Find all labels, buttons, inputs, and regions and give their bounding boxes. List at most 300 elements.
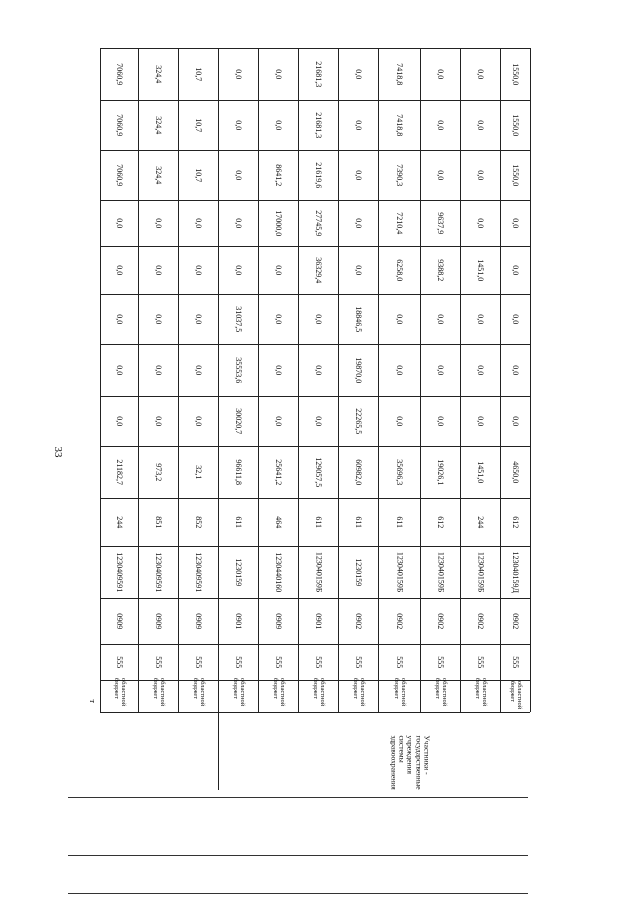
col-2020-value: 0,0 — [476, 313, 486, 324]
col-2021-value: 0,0 — [511, 264, 521, 275]
col-ministry-value: 555 — [314, 655, 324, 668]
col-ministry-value: 555 — [274, 655, 284, 668]
col-2024-cell — [100, 100, 138, 150]
col-2021-value: 9388,2 — [436, 258, 446, 281]
col-section-value: 0902 — [511, 612, 521, 629]
col-ministry-cell — [460, 644, 500, 680]
col-budget-level-value: областной бюджет — [393, 678, 407, 707]
col-2019-value: 0,0 — [194, 364, 204, 375]
col-total-cell — [178, 446, 218, 498]
col-2020-cell — [298, 294, 338, 344]
col-2021-value: 0,0 — [115, 264, 125, 275]
col-2023-value: 0,0 — [476, 169, 486, 180]
col-2018-cell — [298, 396, 338, 446]
col-budget-level-value: областной бюджет — [312, 678, 326, 707]
col-target-article-cell — [218, 546, 258, 598]
col-ministry-cell — [138, 644, 178, 680]
col-2018-cell — [218, 396, 258, 446]
col-budget-level-value: областной бюджет — [509, 681, 523, 710]
col-2018-value: 30020,7 — [234, 407, 244, 434]
col-target-article-cell — [420, 546, 460, 598]
col-2018-cell — [420, 396, 460, 446]
col-2023-cell — [460, 150, 500, 200]
col-expense-type-cell — [100, 498, 138, 546]
col-total-value: 1451,0 — [476, 460, 486, 483]
col-2018-value: 0,0 — [436, 415, 446, 426]
col-2019-value: 0,0 — [476, 364, 486, 375]
col-section-value: 0909 — [115, 612, 125, 629]
col-target-article-value: 1230159 — [234, 557, 244, 586]
col-2024-value: 10,7 — [194, 117, 204, 132]
col-2019-value: 0,0 — [314, 364, 324, 375]
col-target-article-cell — [258, 546, 298, 598]
col-2018-value: 0,0 — [395, 415, 405, 426]
col-budget-level-value: областной бюджет — [352, 678, 366, 707]
col-total-cell — [420, 446, 460, 498]
col-2024-value: 0,0 — [234, 119, 244, 130]
col-ministry-value: 555 — [154, 655, 164, 668]
col-2024-cell — [178, 100, 218, 150]
col-total-cell — [338, 446, 378, 498]
col-2019-cell — [178, 344, 218, 396]
col-2022-value: 0,0 — [354, 217, 364, 228]
divider-line — [68, 797, 528, 798]
col-2022-cell — [338, 200, 378, 246]
col-target-article-value: 123040159Б — [436, 551, 446, 593]
col-expense-type-value: 244 — [115, 515, 125, 528]
col-target-article-cell — [298, 546, 338, 598]
col-expense-type-value: 611 — [314, 516, 324, 528]
col-2023-value: 10,7 — [194, 167, 204, 182]
col-2021-cell — [420, 246, 460, 294]
col-total-cell — [100, 446, 138, 498]
col-2025-value: 21681,3 — [314, 60, 324, 87]
col-budget-level-cell — [258, 680, 298, 712]
col-2020-cell — [178, 294, 218, 344]
col-2018-value: 0,0 — [274, 415, 284, 426]
header-level-text: т — [88, 699, 98, 703]
col-2019-value: 0,0 — [274, 364, 284, 375]
col-2025-cell — [100, 48, 138, 100]
col-2020-cell — [258, 294, 298, 344]
col-section-cell — [218, 598, 258, 644]
col-2023-cell — [338, 150, 378, 200]
col-2022-cell — [420, 200, 460, 246]
col-2019-value: 0,0 — [115, 364, 125, 375]
divider-line — [68, 855, 528, 856]
col-2023-value: 0,0 — [436, 169, 446, 180]
col-ministry-value: 555 — [476, 655, 486, 668]
col-2025-cell — [500, 48, 530, 100]
col-target-article-value: 123040159Д — [511, 551, 521, 593]
col-expense-type-value: 611 — [354, 516, 364, 528]
col-total-value: 60982,0 — [354, 458, 364, 485]
col-2019-cell — [460, 344, 500, 396]
col-target-article-cell — [338, 546, 378, 598]
col-budget-level-cell — [420, 680, 460, 712]
col-expense-type-cell — [178, 498, 218, 546]
col-budget-level-cell — [100, 680, 138, 712]
col-section-cell — [338, 598, 378, 644]
col-2023-cell — [100, 150, 138, 200]
col-2023-value: 1550,0 — [511, 163, 521, 186]
col-ministry-value: 555 — [354, 655, 364, 668]
col-2022-value: 0,0 — [154, 217, 164, 228]
col-2022-cell — [218, 200, 258, 246]
col-2025-cell — [178, 48, 218, 100]
col-total-cell — [460, 446, 500, 498]
col-2019-cell — [138, 344, 178, 396]
col-2021-cell — [460, 246, 500, 294]
col-budget-level-value: областной бюджет — [474, 678, 488, 707]
col-target-article-value: 1230409591 — [154, 551, 164, 592]
col-2024-cell — [420, 100, 460, 150]
col-2025-value: 10,7 — [194, 66, 204, 81]
col-expense-type-cell — [258, 498, 298, 546]
col-2020-cell — [420, 294, 460, 344]
col-2020-cell — [218, 294, 258, 344]
col-2024-value: 324,4 — [154, 115, 164, 134]
col-2023-value: 21619,6 — [314, 161, 324, 188]
col-2021-cell — [218, 246, 258, 294]
col-budget-level-cell — [500, 680, 530, 712]
col-total-value: 35696,3 — [395, 458, 405, 485]
col-2022-value: 7210,4 — [395, 211, 405, 234]
col-budget-level-cell — [338, 680, 378, 712]
col-2024-value: 0,0 — [436, 119, 446, 130]
col-ministry-cell — [218, 644, 258, 680]
col-2019-value: 0,0 — [511, 364, 521, 375]
col-ministry-cell — [178, 644, 218, 680]
col-total-cell — [138, 446, 178, 498]
col-2021-value: 1451,0 — [476, 258, 486, 281]
col-ministry-cell — [500, 644, 530, 680]
col-2022-cell — [258, 200, 298, 246]
col-2019-value: 35553,6 — [234, 356, 244, 383]
col-ministry-cell — [378, 644, 420, 680]
col-total-cell — [258, 446, 298, 498]
col-2024-cell — [218, 100, 258, 150]
col-2018-value: 0,0 — [511, 415, 521, 426]
col-expense-type-value: 852 — [194, 515, 204, 528]
col-2021-value: 0,0 — [194, 264, 204, 275]
col-ministry-cell — [338, 644, 378, 680]
col-2021-value: 0,0 — [234, 264, 244, 275]
col-2025-cell — [138, 48, 178, 100]
col-2021-cell — [378, 246, 420, 294]
col-target-article-value: 123040159Б — [395, 551, 405, 593]
col-budget-level-value: областной бюджет — [434, 678, 448, 707]
col-ministry-cell — [258, 644, 298, 680]
col-section-cell — [460, 598, 500, 644]
col-2020-value: 18846,5 — [354, 305, 364, 332]
col-budget-level-cell — [298, 680, 338, 712]
col-2024-cell — [258, 100, 298, 150]
col-section-cell — [178, 598, 218, 644]
col-2020-value: 0,0 — [115, 313, 125, 324]
col-2020-cell — [378, 294, 420, 344]
col-2024-cell — [298, 100, 338, 150]
col-budget-level-value: областной бюджет — [113, 678, 127, 707]
col-2025-cell — [218, 48, 258, 100]
col-2021-cell — [338, 246, 378, 294]
col-2018-cell — [138, 396, 178, 446]
col-2024-cell — [500, 100, 530, 150]
col-2023-cell — [378, 150, 420, 200]
col-expense-type-value: 611 — [234, 516, 244, 528]
col-total-value: 129057,5 — [314, 456, 324, 487]
col-2021-cell — [298, 246, 338, 294]
col-2019-cell — [298, 344, 338, 396]
col-target-article-value: 1230409591 — [194, 551, 204, 592]
col-target-article-value: 1230440160 — [274, 551, 284, 592]
col-target-article-cell — [178, 546, 218, 598]
col-2019-value: 0,0 — [395, 364, 405, 375]
col-target-article-cell — [378, 546, 420, 598]
col-section-cell — [100, 598, 138, 644]
col-2025-cell — [460, 48, 500, 100]
col-target-article-cell — [460, 546, 500, 598]
col-2021-cell — [500, 246, 530, 294]
col-ministry-cell — [420, 644, 460, 680]
divider-line — [68, 893, 528, 894]
col-section-cell — [298, 598, 338, 644]
col-2018-cell — [378, 396, 420, 446]
col-2023-cell — [138, 150, 178, 200]
col-2022-cell — [100, 200, 138, 246]
col-2022-cell — [500, 200, 530, 246]
col-2025-cell — [258, 48, 298, 100]
col-2019-cell — [258, 344, 298, 396]
col-ministry-value: 555 — [511, 655, 521, 668]
col-section-value: 0901 — [314, 612, 324, 629]
col-ministry-cell — [100, 644, 138, 680]
col-budget-level-cell — [460, 680, 500, 712]
col-2024-value: 21681,3 — [314, 111, 324, 138]
col-2023-value: 0,0 — [234, 169, 244, 180]
col-2022-value: 17000,0 — [274, 209, 284, 236]
col-2022-value: 9637,9 — [436, 211, 446, 234]
col-budget-level-value: областной бюджет — [232, 678, 246, 707]
col-section-cell — [500, 598, 530, 644]
col-ministry-value: 555 — [234, 655, 244, 668]
col-2023-value: 0,0 — [354, 169, 364, 180]
col-2018-value: 0,0 — [476, 415, 486, 426]
col-2020-value: 0,0 — [314, 313, 324, 324]
col-total-value: 19026,1 — [436, 458, 446, 485]
col-expense-type-cell — [420, 498, 460, 546]
col-2023-cell — [420, 150, 460, 200]
col-budget-level-cell — [218, 680, 258, 712]
col-2025-value: 324,4 — [154, 64, 164, 83]
col-2018-cell — [100, 396, 138, 446]
col-total-value: 21182,7 — [115, 459, 125, 485]
col-ministry-value: 555 — [436, 655, 446, 668]
col-2024-value: 0,0 — [354, 119, 364, 130]
col-total-cell — [378, 446, 420, 498]
col-total-value: 32,1 — [194, 464, 204, 479]
col-budget-level-value: областной бюджет — [272, 678, 286, 707]
col-2022-value: 0,0 — [511, 217, 521, 228]
col-total-cell — [500, 446, 530, 498]
header-level-cell — [84, 690, 100, 712]
col-2022-value: 0,0 — [194, 217, 204, 228]
col-expense-type-value: 244 — [476, 515, 486, 528]
col-2020-value: 0,0 — [511, 313, 521, 324]
col-2025-value: 7060,9 — [115, 62, 125, 85]
col-2020-value: 0,0 — [154, 313, 164, 324]
col-target-article-value: 123040159Б — [314, 551, 324, 593]
col-2019-cell — [338, 344, 378, 396]
col-2025-cell — [378, 48, 420, 100]
col-section-value: 0901 — [234, 612, 244, 629]
col-2021-value: 6258,0 — [395, 258, 405, 281]
col-2020-value: 0,0 — [395, 313, 405, 324]
col-2022-value: 27745,9 — [314, 209, 324, 236]
col-ministry-value: 555 — [194, 655, 204, 668]
col-2018-value: 0,0 — [194, 415, 204, 426]
col-2022-value: 0,0 — [234, 217, 244, 228]
col-2021-value: 36329,4 — [314, 256, 324, 283]
col-2020-value: 31037,5 — [234, 305, 244, 332]
col-2023-cell — [500, 150, 530, 200]
col-2018-cell — [178, 396, 218, 446]
col-target-article-value: 1230159 — [354, 557, 364, 586]
col-target-article-value: 1230409591 — [115, 551, 125, 592]
col-2025-cell — [298, 48, 338, 100]
col-2024-cell — [338, 100, 378, 150]
col-2018-cell — [338, 396, 378, 446]
col-2019-value: 0,0 — [154, 364, 164, 375]
col-2021-cell — [178, 246, 218, 294]
col-ministry-value: 555 — [115, 655, 125, 668]
col-expense-type-value: 612 — [511, 515, 521, 528]
col-2018-value: 0,0 — [154, 415, 164, 426]
col-target-article-cell — [500, 546, 530, 598]
col-2020-cell — [460, 294, 500, 344]
col-expense-type-cell — [138, 498, 178, 546]
col-2022-cell — [178, 200, 218, 246]
institution-label: Участники - государственные учреждения системы здравоохранения — [389, 735, 432, 790]
col-budget-level-value: областной бюджет — [152, 678, 166, 707]
col-2020-cell — [338, 294, 378, 344]
col-2018-cell — [460, 396, 500, 446]
col-2019-cell — [420, 344, 460, 396]
col-2020-cell — [100, 294, 138, 344]
col-2020-cell — [500, 294, 530, 344]
col-2025-cell — [420, 48, 460, 100]
col-total-value: 973,2 — [154, 462, 164, 481]
col-2025-value: 0,0 — [354, 68, 364, 79]
col-2023-value: 7390,3 — [395, 163, 405, 186]
col-budget-level-cell — [138, 680, 178, 712]
col-ministry-value: 555 — [395, 655, 405, 668]
col-section-cell — [420, 598, 460, 644]
col-2024-value: 0,0 — [476, 119, 486, 130]
col-expense-type-value: 464 — [274, 515, 284, 528]
col-2024-value: 0,0 — [274, 119, 284, 130]
col-2025-value: 1550,0 — [511, 62, 521, 85]
col-2021-value: 0,0 — [354, 264, 364, 275]
col-2023-cell — [298, 150, 338, 200]
col-target-article-cell — [100, 546, 138, 598]
col-2023-cell — [258, 150, 298, 200]
col-2019-value: 19870,0 — [354, 356, 364, 383]
col-expense-type-value: 611 — [395, 516, 405, 528]
col-2022-cell — [378, 200, 420, 246]
col-section-value: 0909 — [274, 612, 284, 629]
col-section-value: 0909 — [194, 612, 204, 629]
col-section-value: 0902 — [395, 612, 405, 629]
col-expense-type-cell — [298, 498, 338, 546]
col-expense-type-value: 851 — [154, 515, 164, 528]
col-2025-value: 0,0 — [274, 68, 284, 79]
col-budget-level-cell — [378, 680, 420, 712]
col-2024-value: 1550,0 — [511, 113, 521, 136]
col-section-value: 0902 — [476, 612, 486, 629]
col-2023-value: 7060,9 — [115, 163, 125, 186]
col-2025-value: 0,0 — [436, 68, 446, 79]
col-section-cell — [258, 598, 298, 644]
col-2020-cell — [138, 294, 178, 344]
col-budget-level-value: областной бюджет — [192, 678, 206, 707]
col-2020-value: 0,0 — [436, 313, 446, 324]
col-2019-cell — [218, 344, 258, 396]
col-2022-value: 0,0 — [476, 217, 486, 228]
col-total-value: 96611,8 — [234, 459, 244, 485]
col-2018-cell — [500, 396, 530, 446]
col-2025-value: 0,0 — [476, 68, 486, 79]
col-2020-value: 0,0 — [274, 313, 284, 324]
col-section-value: 0902 — [436, 612, 446, 629]
col-total-cell — [298, 446, 338, 498]
grid-line — [218, 712, 219, 790]
col-2019-value: 0,0 — [436, 364, 446, 375]
col-2024-value: 7418,8 — [395, 113, 405, 136]
col-2024-cell — [138, 100, 178, 150]
col-expense-type-value: 612 — [436, 515, 446, 528]
col-2019-cell — [378, 344, 420, 396]
col-ministry-cell — [298, 644, 338, 680]
col-total-value: 4650,0 — [511, 460, 521, 483]
col-expense-type-cell — [460, 498, 500, 546]
col-2023-value: 324,4 — [154, 165, 164, 184]
col-section-cell — [378, 598, 420, 644]
col-2018-cell — [258, 396, 298, 446]
col-expense-type-cell — [218, 498, 258, 546]
col-2019-cell — [100, 344, 138, 396]
col-total-value: 25641,2 — [274, 458, 284, 485]
col-2018-value: 22265,5 — [354, 407, 364, 434]
col-2023-cell — [218, 150, 258, 200]
col-2019-cell — [500, 344, 530, 396]
col-2024-value: 7060,9 — [115, 113, 125, 136]
col-2022-cell — [460, 200, 500, 246]
col-2024-cell — [378, 100, 420, 150]
col-2018-value: 0,0 — [314, 415, 324, 426]
col-2025-value: 7418,8 — [395, 62, 405, 85]
col-2024-cell — [460, 100, 500, 150]
col-2022-cell — [138, 200, 178, 246]
col-expense-type-cell — [500, 498, 530, 546]
col-2022-value: 0,0 — [115, 217, 125, 228]
col-2021-value: 0,0 — [274, 264, 284, 275]
col-section-value: 0902 — [354, 612, 364, 629]
col-2018-value: 0,0 — [115, 415, 125, 426]
page-number: 33 — [52, 446, 64, 458]
col-2021-cell — [138, 246, 178, 294]
col-total-cell — [218, 446, 258, 498]
